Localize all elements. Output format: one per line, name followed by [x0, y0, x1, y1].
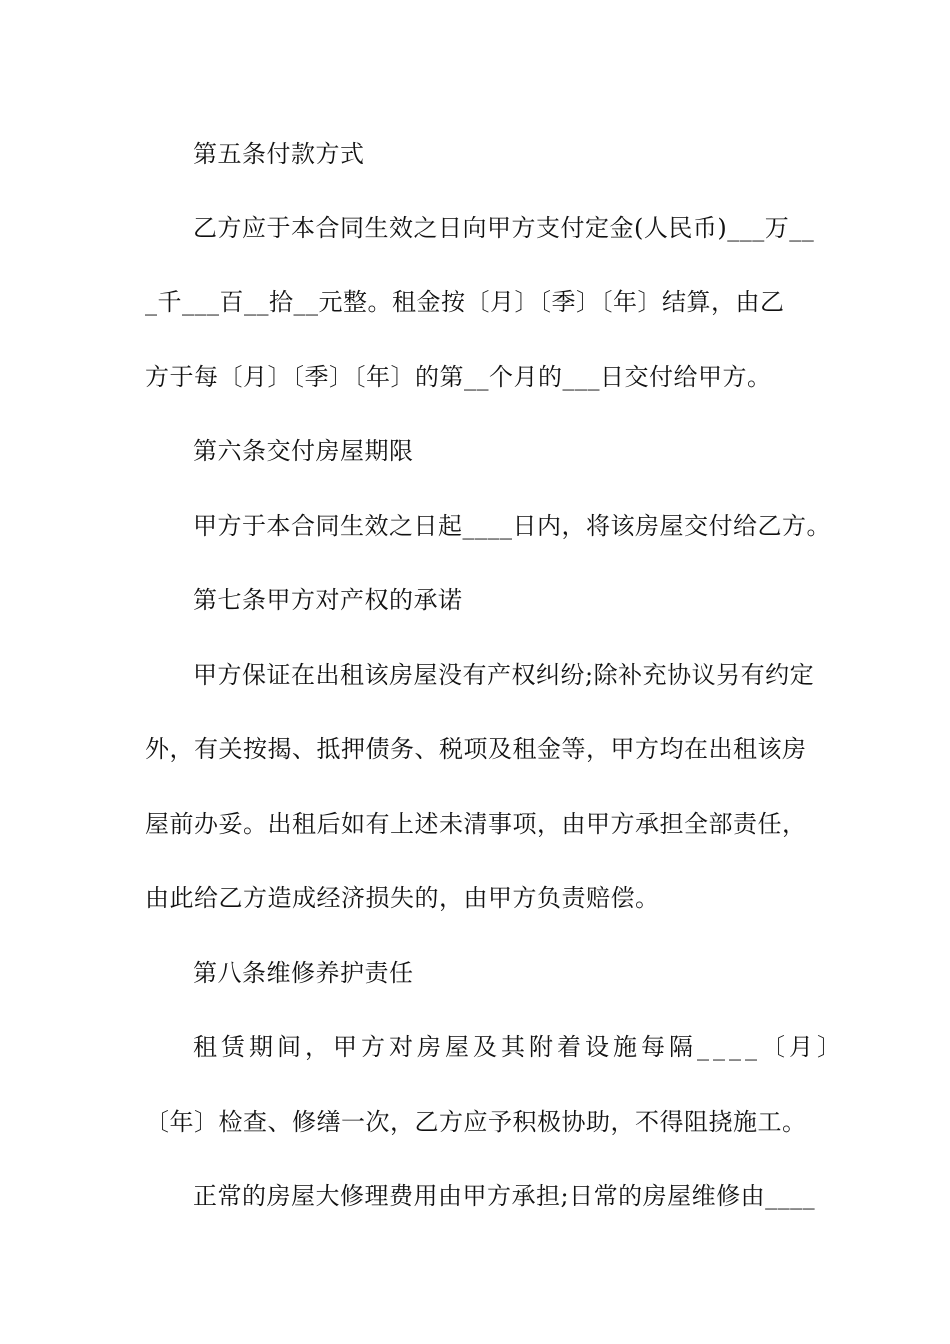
paragraph-line: 乙方应于本合同生效之日向甲方支付定金(人民币)___万__ — [193, 214, 815, 242]
paragraph-line: 租赁期间，甲方对房屋及其附着设施每隔____〔月〕 — [193, 1033, 845, 1061]
paragraph-line: 屋前办妥。出租后如有上述未清事项，由甲方承担全部责任， — [145, 810, 807, 838]
paragraph-line: 正常的房屋大修理费用由甲方承担;日常的房屋维修由____ — [193, 1182, 816, 1210]
paragraph-line: 甲方于本合同生效之日起____日内，将该房屋交付给乙方。 — [193, 512, 831, 540]
heading-article-7: 第七条甲方对产权的承诺 — [193, 586, 463, 614]
paragraph-line: 〔年〕检查、修缮一次，乙方应予积极协助，不得阻挠施工。 — [145, 1108, 807, 1136]
paragraph-line: 方于每〔月〕〔季〕〔年〕的第__个月的___日交付给甲方。 — [145, 363, 772, 391]
paragraph-line: 由此给乙方造成经济损失的，由甲方负责赔偿。 — [145, 884, 660, 912]
heading-article-8: 第八条维修养护责任 — [193, 959, 414, 987]
heading-article-5: 第五条付款方式 — [193, 140, 365, 168]
paragraph-line: 甲方保证在出租该房屋没有产权纠纷;除补充协议另有约定 — [193, 661, 815, 689]
paragraph-line: 外，有关按揭、抵押债务、税项及租金等，甲方均在出租该房 — [145, 735, 807, 763]
paragraph-line: _千___百__拾__元整。租金按〔月〕〔季〕〔年〕结算，由乙 — [145, 288, 785, 316]
heading-article-6: 第六条交付房屋期限 — [193, 437, 414, 465]
